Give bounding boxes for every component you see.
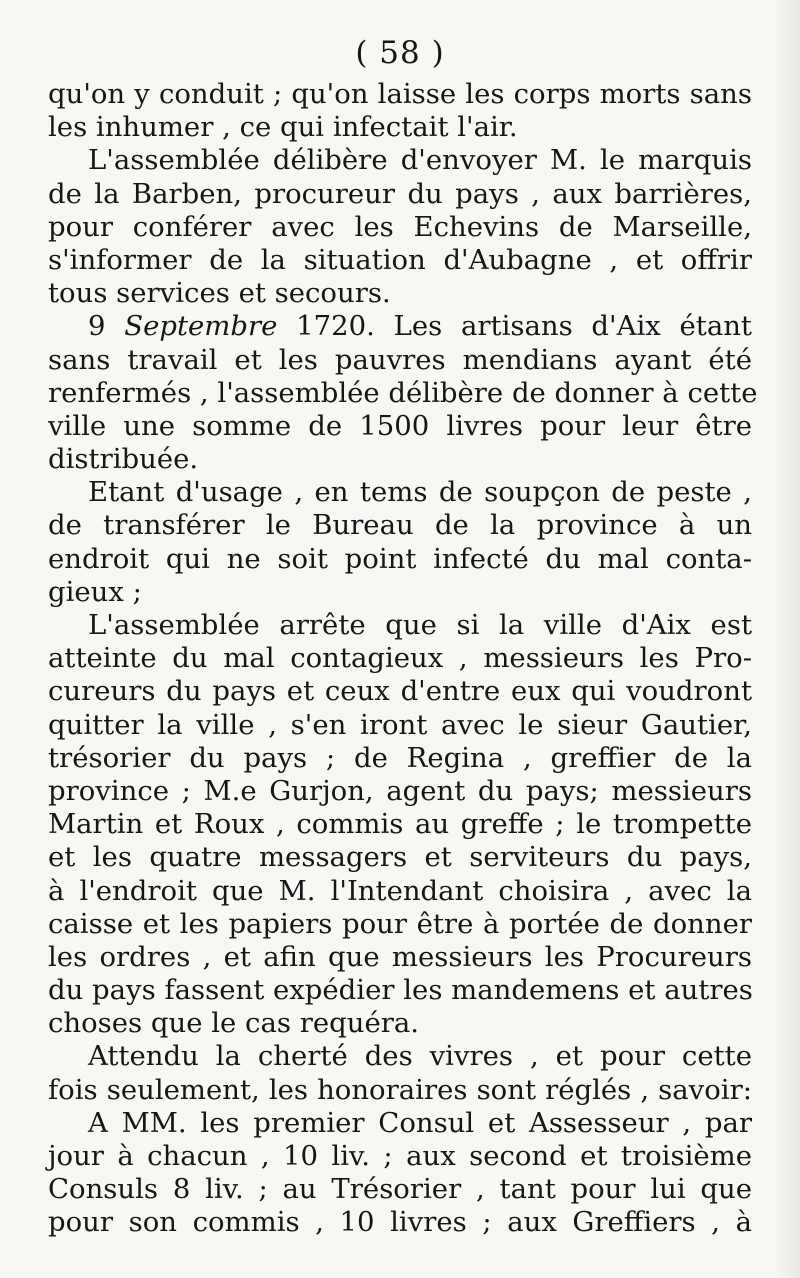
text-line: quitter la ville , s'en iront avec le sieur Gautier,	[48, 708, 752, 741]
text-line: distribuée.	[48, 443, 199, 476]
text-line: s'informer de la situation d'Aubagne , et offrir	[48, 243, 752, 276]
text-line: pour son commis , 10 livres ; aux Greffiers , à	[48, 1206, 752, 1239]
text-line: de transférer le Bureau de la province à un	[48, 509, 752, 542]
text-line: endroit qui ne soit point infecté du mal conta-	[48, 542, 752, 575]
text-line: du pays fassent expédier les mandemens et autres	[48, 974, 753, 1007]
text-line: et les quatre messagers et serviteurs du pays,	[48, 841, 752, 874]
date-rest: 1720. Les artisans d'Aix étant	[277, 310, 752, 343]
text-line: pour conférer avec les Echevins de Marseille,	[48, 210, 752, 243]
text-line: sans travail et les pauvres mendians ayant été	[48, 343, 752, 376]
text-line: choses que le cas requéra.	[48, 1007, 419, 1040]
date-day: 9	[88, 310, 125, 343]
text-line: L'assemblée délibère d'envoyer M. le marquis	[88, 144, 752, 177]
date-month: Septembre	[124, 310, 278, 343]
text-line	[48, 310, 752, 343]
text-line: qu'on y conduit ; qu'on laisse les corps morts sans	[48, 78, 752, 110]
text-line: fois seulement, les honoraires sont réglés , savoir:	[48, 1073, 752, 1106]
text-line: cureurs du pays et ceux d'entre eux qui voudront	[48, 675, 752, 708]
text-line: A MM. les premier Consul et Assesseur , par	[88, 1106, 752, 1139]
text-line: trésorier du pays ; de Regina , greffier de la	[48, 741, 752, 774]
text-line: Attendu la cherté des vivres , et pour cette	[88, 1040, 752, 1073]
text-line: caisse et les papiers pour être à portée de donner	[48, 907, 752, 940]
text-line: L'assemblée arrête que si la ville d'Aix est	[88, 609, 752, 641]
text-line: province ; M.e Gurjon, agent du pays; messieurs	[48, 774, 752, 807]
text-line: gieux ;	[48, 575, 142, 608]
text-line: Martin et Roux , commis au greffe ; le trompette	[48, 808, 752, 841]
text-line: Etant d'usage , en tems de soupçon de peste ,	[88, 476, 752, 509]
text-line: de la Barben, procureur du pays , aux barrières,	[48, 177, 752, 210]
text-line: les inhumer , ce qui infectait l'air.	[48, 111, 518, 144]
page-number: ( 58 )	[355, 35, 445, 71]
text-line: jour à chacun , 10 liv. ; aux second et troisième	[48, 1140, 752, 1172]
body-text	[48, 78, 758, 1240]
text-line: atteinte du mal contagieux , messieurs les Pro-	[48, 642, 752, 675]
text-line: ville une somme de 1500 livres pour leur être	[48, 409, 752, 442]
text-line: Consuls 8 liv. ; au Trésorier , tant pour lui que	[48, 1173, 752, 1206]
text-line: renfermés , l'assemblée délibère de donner à cette	[48, 376, 758, 409]
text-line: tous services et secours.	[48, 277, 391, 310]
text-line: les ordres , et afin que messieurs les Procureurs	[48, 940, 752, 973]
text-line: à l'endroit que M. l'Intendant choisira , avec la	[48, 874, 752, 907]
